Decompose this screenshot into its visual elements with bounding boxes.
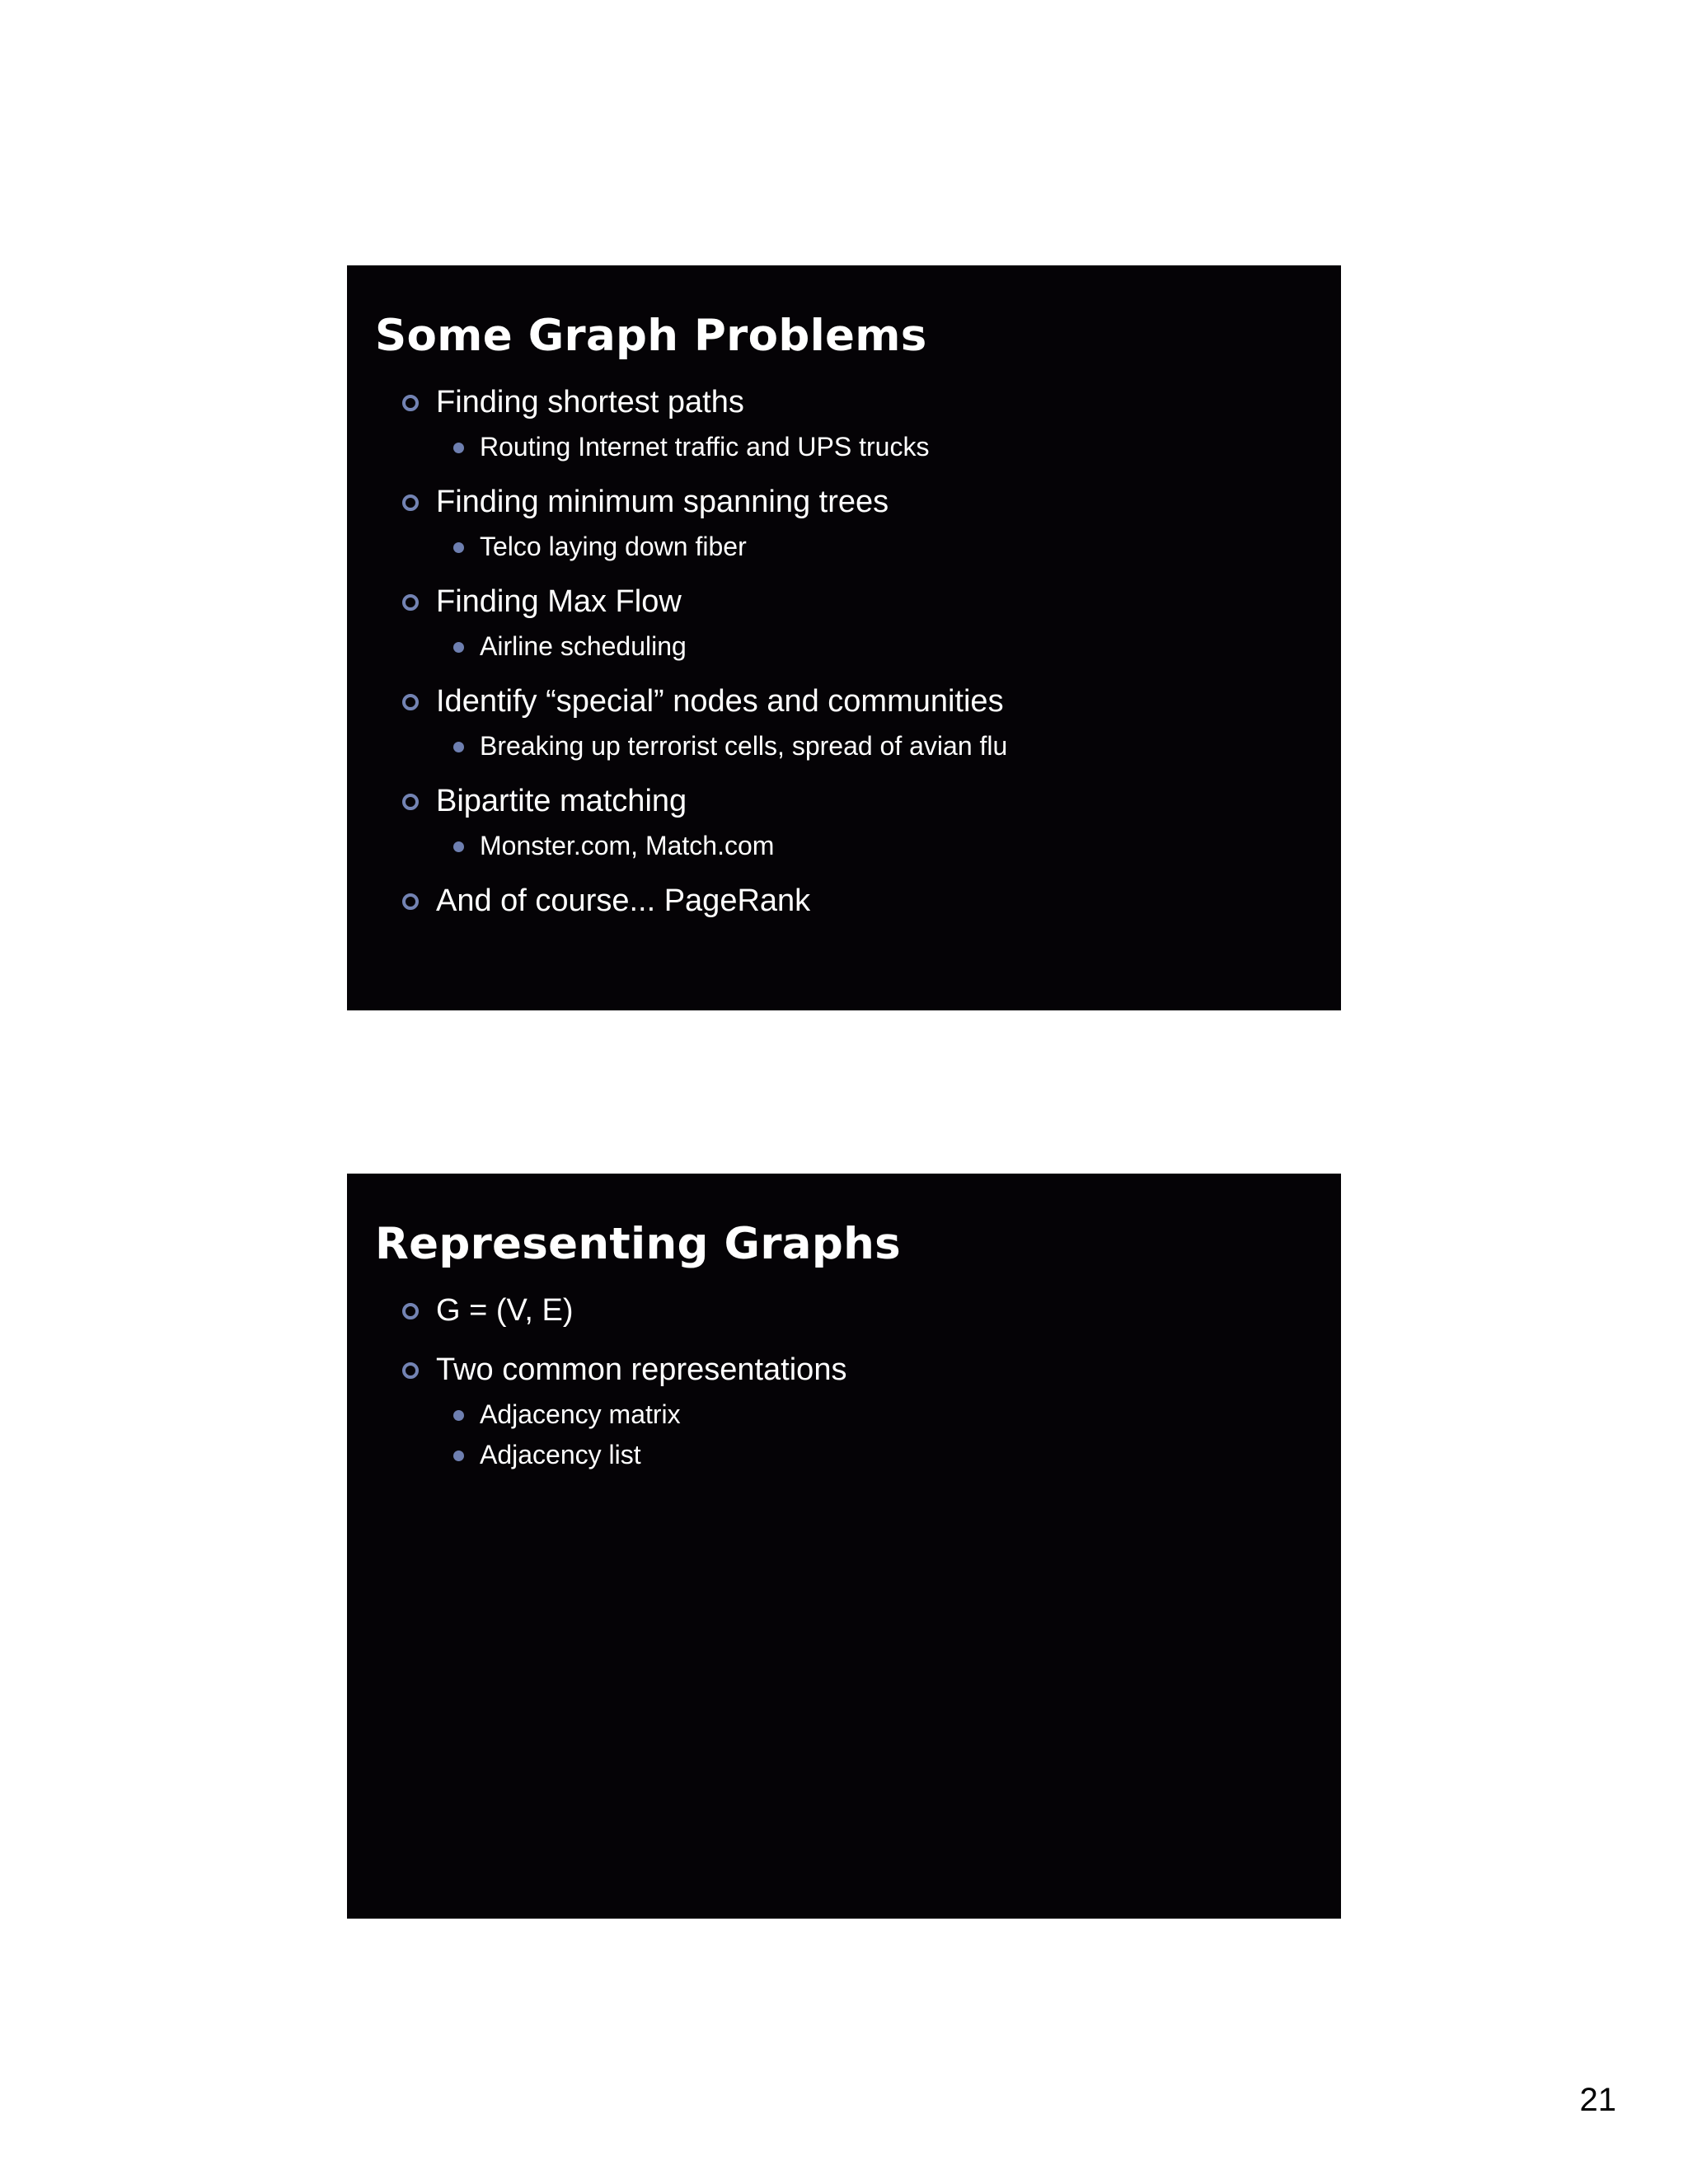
page-number: 21 bbox=[1579, 2082, 1616, 2118]
sub-bullet-item bbox=[436, 626, 1313, 667]
sub-bullet-text: Telco laying down fiber bbox=[480, 532, 747, 561]
bullet-text: And of course... PageRank bbox=[436, 883, 811, 918]
ring-bullet-icon bbox=[402, 594, 419, 611]
sub-bullet-list bbox=[436, 626, 1313, 667]
sub-bullet-list bbox=[436, 527, 1313, 567]
sub-bullet-list bbox=[436, 427, 1313, 467]
bullet-item bbox=[375, 677, 1313, 766]
ring-bullet-icon bbox=[402, 694, 419, 710]
ring-bullet-icon bbox=[402, 794, 419, 810]
sub-bullet-text: Airline scheduling bbox=[480, 631, 687, 661]
dot-bullet-icon bbox=[453, 841, 464, 852]
slide-some-graph-problems bbox=[347, 265, 1341, 1010]
slide-representing-graphs bbox=[347, 1174, 1341, 1919]
sub-bullet-text: Adjacency matrix bbox=[480, 1399, 681, 1429]
sub-bullet-text: Monster.com, Match.com bbox=[480, 831, 775, 860]
slide-title: Representing Graphs bbox=[375, 1219, 901, 1269]
ring-bullet-icon bbox=[402, 395, 419, 411]
bullet-text: Finding minimum spanning trees bbox=[436, 485, 889, 519]
sub-bullet-list bbox=[436, 1394, 1313, 1475]
bullet-item bbox=[375, 876, 1313, 926]
sub-bullet-text: Routing Internet traffic and UPS trucks bbox=[480, 432, 930, 462]
bullet-item bbox=[375, 1286, 1313, 1335]
bullet-text: Identify “special” nodes and communities bbox=[436, 684, 1004, 719]
dot-bullet-icon bbox=[453, 642, 464, 653]
slide-title: Some Graph Problems bbox=[375, 311, 927, 361]
sub-bullet-item bbox=[436, 1435, 1313, 1475]
bullet-text: Finding shortest paths bbox=[436, 385, 744, 419]
sub-bullet-item bbox=[436, 1394, 1313, 1435]
sub-bullet-list bbox=[436, 826, 1313, 866]
ring-bullet-icon bbox=[402, 1303, 419, 1319]
dot-bullet-icon bbox=[453, 1451, 464, 1461]
sub-bullet-item bbox=[436, 826, 1313, 866]
dot-bullet-icon bbox=[453, 742, 464, 752]
bullet-item bbox=[375, 477, 1313, 567]
bullet-item bbox=[375, 1345, 1313, 1475]
bullet-item bbox=[375, 377, 1313, 467]
ring-bullet-icon bbox=[402, 494, 419, 511]
bullet-text: Finding Max Flow bbox=[436, 584, 682, 619]
bullet-text: Two common representations bbox=[436, 1352, 847, 1387]
sub-bullet-text: Breaking up terrorist cells, spread of avian flu bbox=[480, 731, 1008, 761]
ring-bullet-icon bbox=[402, 893, 419, 910]
bullet-list bbox=[375, 1286, 1313, 1475]
bullet-text: Bipartite matching bbox=[436, 784, 687, 818]
bullet-item bbox=[375, 776, 1313, 866]
dot-bullet-icon bbox=[453, 542, 464, 553]
sub-bullet-item bbox=[436, 527, 1313, 567]
sub-bullet-item bbox=[436, 427, 1313, 467]
dot-bullet-icon bbox=[453, 443, 464, 453]
bullet-text: G = (V, E) bbox=[436, 1293, 574, 1328]
ring-bullet-icon bbox=[402, 1362, 419, 1379]
sub-bullet-item bbox=[436, 726, 1313, 766]
dot-bullet-icon bbox=[453, 1410, 464, 1421]
sub-bullet-list bbox=[436, 726, 1313, 766]
bullet-list bbox=[375, 377, 1313, 926]
bullet-item bbox=[375, 577, 1313, 667]
sub-bullet-text: Adjacency list bbox=[480, 1440, 641, 1469]
